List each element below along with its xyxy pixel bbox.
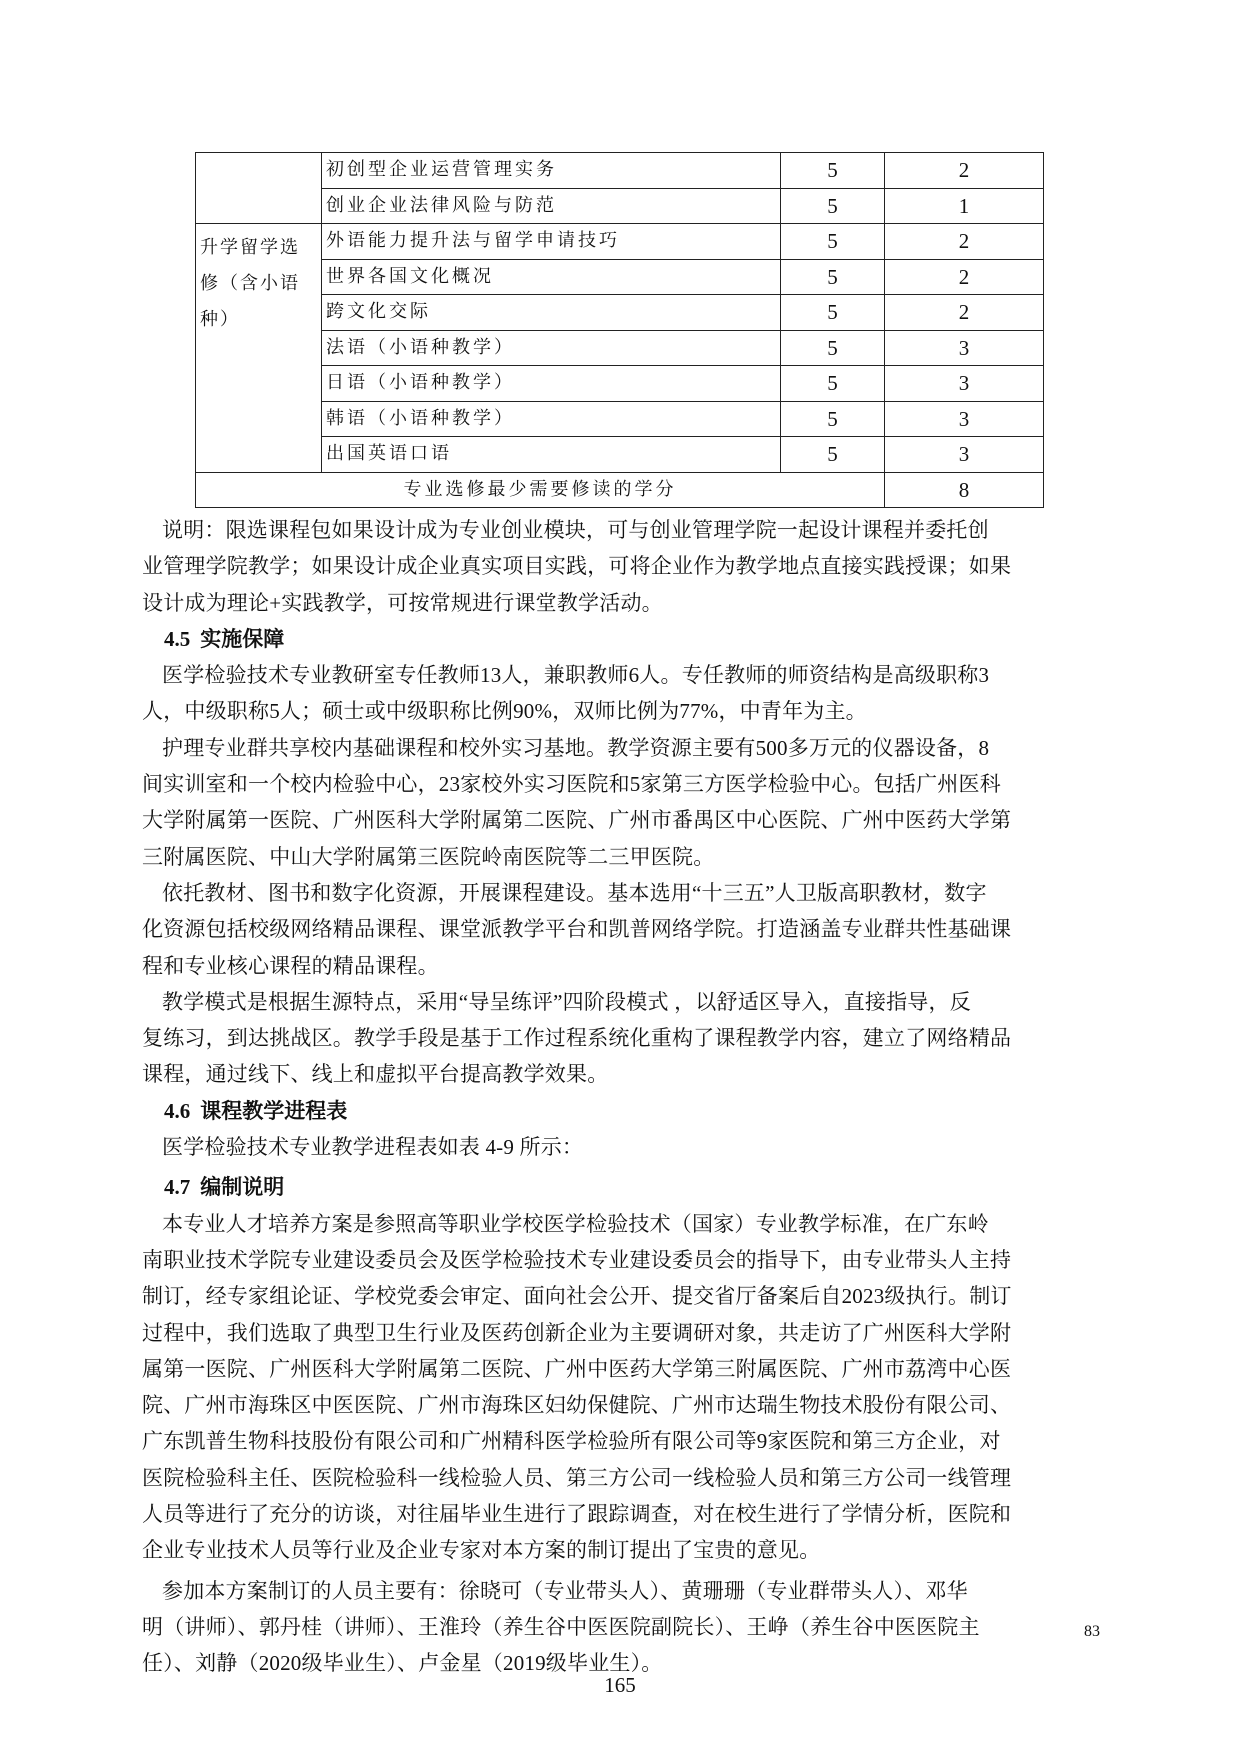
text-line: 设计成为理论+实践教学，可按常规进行课堂教学活动。	[142, 590, 663, 615]
course-name: 日语（小语种教学）	[322, 366, 781, 402]
text-line: 企业专业技术人员等行业及企业专家对本方案的制订提出了宝贵的意见。	[142, 1538, 821, 1563]
category-cell	[196, 224, 322, 473]
section-heading-4-6	[162, 1093, 1130, 1129]
table-row	[196, 401, 1044, 437]
table-row	[196, 295, 1044, 331]
section-title: 课程教学进程表	[200, 1098, 348, 1123]
section-number: 4.5	[164, 626, 191, 651]
text-line: 大学附属第一医院、广州医科大学附属第二医院、广州市番禺区中心医院、广州中医药大学第	[142, 808, 1012, 833]
course-name: 初创型企业运营管理实务	[322, 153, 781, 189]
paragraph	[142, 1206, 1130, 1569]
credits-value: 3	[885, 366, 1044, 402]
text-line: 院、广州市海珠区中医医院、广州市海珠区妇幼保健院、广州市达瑞生物技术股份有限公司、	[142, 1393, 1012, 1418]
semester-value: 5	[781, 259, 885, 295]
paragraph	[162, 1129, 1130, 1165]
text-line: 课程，通过线下、线上和虚拟平台提高教学效果。	[142, 1062, 609, 1087]
note-paragraph	[142, 512, 1130, 621]
credits-value: 3	[885, 437, 1044, 473]
table-row	[196, 188, 1044, 224]
table-row	[196, 366, 1044, 402]
text-line: 教学模式是根据生源特点，采用“导呈练评”四阶段模式 ，以舒适区导入，直接指导，反	[162, 989, 971, 1014]
credits-value: 2	[885, 224, 1044, 260]
text-line: 说明：限选课程包如果设计成为专业创业模块，可与创业管理学院一起设计课程并委托创	[162, 518, 989, 542]
text-line: 人，中级职称5人；硕士或中级职称比例90%，双师比例为77%，中青年为主。	[142, 699, 867, 724]
section-title: 编制说明	[200, 1175, 285, 1200]
text-line: 任）、刘静（2020级毕业生）、卢金星（2019级毕业生）。	[142, 1651, 663, 1676]
credits-value: 2	[885, 259, 1044, 295]
text-line: 属第一医院、广州医科大学附属第二医院、广州中医药大学第三附属医院、广州市荔湾中心医	[142, 1356, 1012, 1381]
credits-value: 1	[885, 188, 1044, 224]
section-heading-4-7	[162, 1169, 1130, 1205]
course-name: 法语（小语种教学）	[322, 330, 781, 366]
text-line: 医学检验技术专业教学进程表如表 4-9 所示：	[162, 1135, 584, 1160]
paragraph	[142, 875, 1130, 984]
elective-courses-table	[195, 152, 1044, 508]
section-number: 4.6	[164, 1098, 191, 1123]
table-row	[196, 224, 1044, 260]
page-number: 165	[604, 1673, 636, 1697]
text-line: 过程中，我们选取了典型卫生行业及医药创新企业为主要调研对象，共走访了广州医科大学附	[142, 1320, 1012, 1345]
text-line: 三附属医院、中山大学附属第三医院岭南医院等二三甲医院。	[142, 844, 715, 869]
table-row	[196, 437, 1044, 473]
text-line: 业管理学院教学；如果设计成企业真实项目实践，可将企业作为教学地点直接实践授课；如果	[142, 554, 1012, 579]
semester-value: 5	[781, 153, 885, 189]
section-number: 4.7	[164, 1175, 191, 1200]
course-name: 跨文化交际	[322, 295, 781, 331]
semester-value: 5	[781, 188, 885, 224]
body-text	[142, 512, 1130, 1682]
table-row	[196, 259, 1044, 295]
total-credits-value: 8	[885, 472, 1044, 508]
table-total-row	[196, 472, 1044, 508]
category-line: 修（含小语	[200, 273, 300, 294]
credits-value: 3	[885, 401, 1044, 437]
paragraph	[142, 984, 1130, 1093]
course-name: 韩语（小语种教学）	[322, 401, 781, 437]
course-name: 创业企业法律风险与防范	[322, 188, 781, 224]
text-line: 程和专业核心课程的精品课程。	[142, 953, 439, 978]
text-line: 本专业人才培养方案是参照高等职业学校医学检验技术（国家）专业教学标准，在广东岭	[162, 1211, 989, 1236]
semester-value: 5	[781, 437, 885, 473]
course-name: 外语能力提升法与留学申请技巧	[322, 224, 781, 260]
category-line: 种）	[200, 309, 240, 330]
table-row	[196, 153, 1044, 189]
section-heading-4-5	[162, 621, 1130, 657]
text-line: 制订，经专家组论证、学校党委会审定、面向社会公开、提交省厅备案后自2023级执行。制订	[142, 1284, 1012, 1309]
credits-value: 2	[885, 295, 1044, 331]
semester-value: 5	[781, 366, 885, 402]
text-line: 南职业技术学院专业建设委员会及医学检验技术专业建设委员会的指导下，由专业带头人主持	[142, 1247, 1012, 1272]
semester-value: 5	[781, 330, 885, 366]
table-row	[196, 330, 1044, 366]
text-line: 化资源包括校级网络精品课程、课堂派教学平台和凯普网络学院。打造涵盖专业群共性基础课	[142, 917, 1012, 942]
course-name: 出国英语口语	[322, 437, 781, 473]
paragraph	[142, 1573, 1130, 1682]
total-credits-label: 专业选修最少需要修读的学分	[196, 472, 885, 508]
inner-page-number: 83	[1084, 1623, 1100, 1640]
course-name: 世界各国文化概况	[322, 259, 781, 295]
section-title: 实施保障	[200, 626, 285, 651]
text-line: 人员等进行了充分的访谈，对往届毕业生进行了跟踪调查，对在校生进行了学情分析，医院和	[142, 1502, 1012, 1527]
semester-value: 5	[781, 401, 885, 437]
text-line: 护理专业群共享校内基础课程和校外实习基地。教学资源主要有500多万元的仪器设备，8	[162, 735, 990, 760]
semester-value: 5	[781, 295, 885, 331]
paragraph	[142, 730, 1130, 875]
category-line: 升学留学选	[200, 237, 300, 258]
text-line: 广东凯普生物科技股份有限公司和广州精科医学检验所有限公司等9家医院和第三方企业，对	[142, 1429, 1001, 1454]
semester-value: 5	[781, 224, 885, 260]
category-cell-empty	[196, 153, 322, 224]
credits-value: 3	[885, 330, 1044, 366]
text-line: 医学检验技术专业教研室专任教师13人，兼职教师6人。专任教师的师资结构是高级职称3	[162, 663, 990, 688]
credits-value: 2	[885, 153, 1044, 189]
text-line: 依托教材、图书和数字化资源，开展课程建设。基本选用“十三五”人卫版高职教材，数字	[162, 880, 987, 905]
text-line: 参加本方案制订的人员主要有：徐晓可（专业带头人）、黄珊珊（专业群带头人）、邓华	[162, 1578, 968, 1603]
text-line: 复练习，到达挑战区。教学手段是基于工作过程系统化重构了课程教学内容，建立了网络精品	[142, 1026, 1012, 1051]
text-line: 间实训室和一个校内检验中心，23家校外实习医院和5家第三方医学检验中心。包括广州医科	[142, 772, 1001, 797]
paragraph	[142, 657, 1130, 730]
text-line: 医院检验科主任、医院检验科一线检验人员、第三方公司一线检验人员和第三方公司一线管理	[142, 1465, 1012, 1490]
text-line: 明（讲师）、郭丹桂（讲师）、王淮玲（养生谷中医医院副院长）、王峥（养生谷中医医院主	[142, 1614, 980, 1639]
